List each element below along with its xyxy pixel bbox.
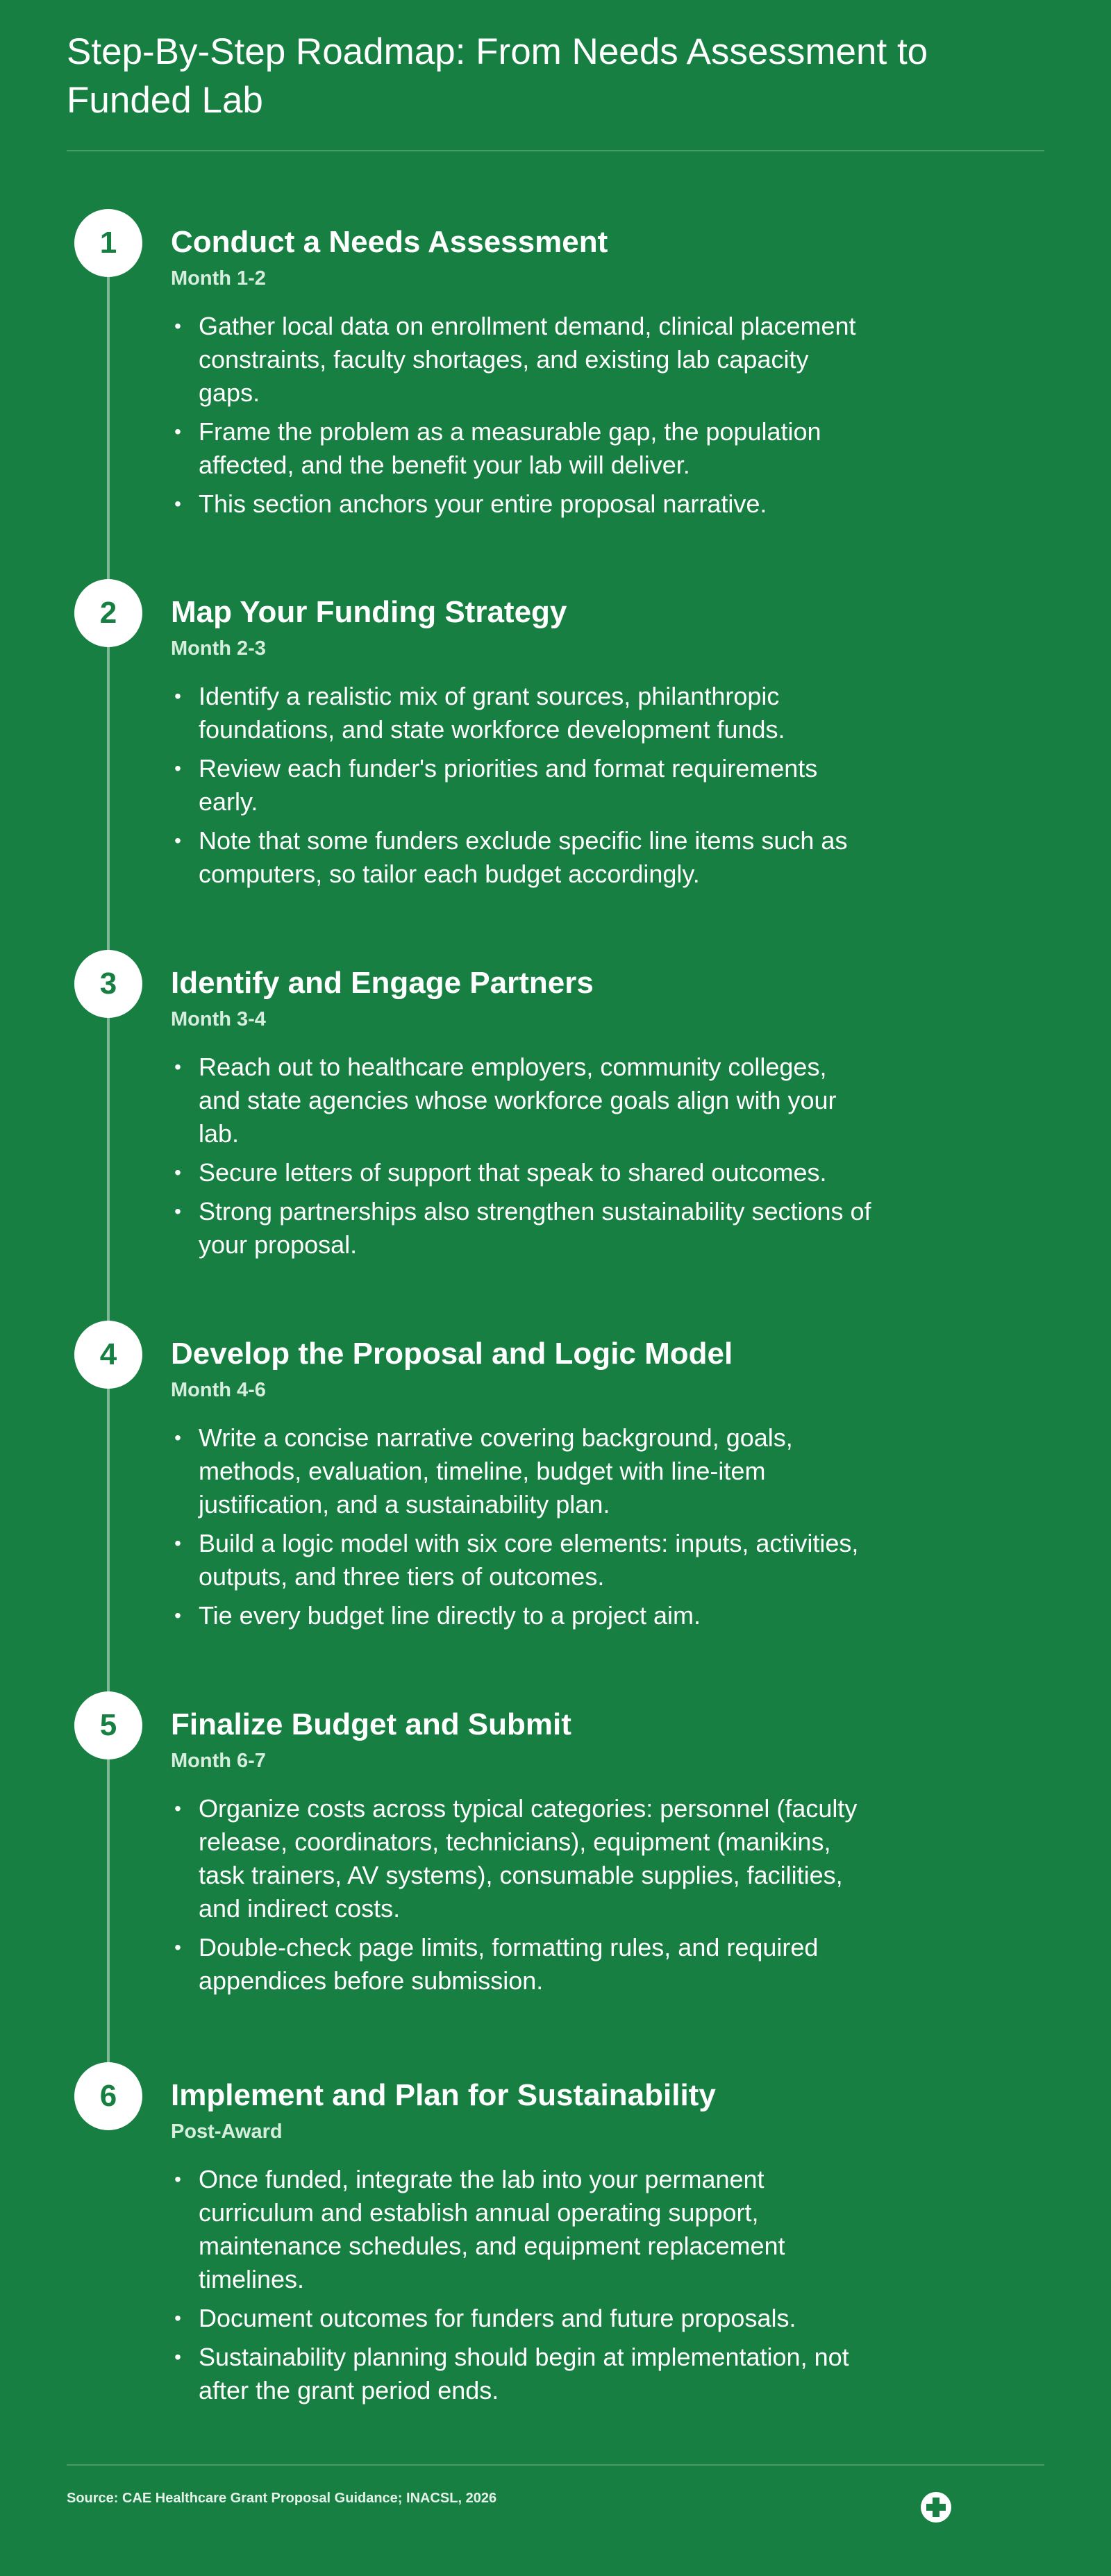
bullet-text: Frame the problem as a measurable gap, the population affected, and the benefit your lab will deliver.	[199, 417, 821, 479]
step-bullet-list	[171, 1792, 872, 2003]
bullet-text: Double-check page limits, formatting rules, and required appendices before submission.	[199, 1933, 819, 1995]
step-title: Conduct a Needs Assessment	[171, 225, 608, 259]
bullet-dot-icon: •	[174, 1798, 181, 1819]
bullet-text: Strong partnerships also strengthen sustainability sections of your proposal.	[199, 1197, 871, 1259]
medical-cross-icon	[921, 2492, 951, 2523]
step-bullet	[171, 487, 872, 521]
step-bullet	[171, 2302, 872, 2335]
step-bullet	[171, 1421, 872, 1521]
bullet-text: This section anchors your entire proposal narrative.	[199, 490, 767, 518]
step-bullet-list	[171, 2163, 872, 2413]
step-bullet-list	[171, 1421, 872, 1638]
bullet-dot-icon: •	[174, 315, 181, 337]
step-bullet-list	[171, 1051, 872, 1267]
step-bullet	[171, 824, 872, 891]
step-period: Month 2-3	[171, 637, 266, 660]
footer-source: Source: CAE Healthcare Grant Proposal Guidance; INACSL, 2026	[67, 2491, 497, 2506]
bullet-text: Gather local data on enrollment demand, clinical placement constraints, faculty shortages, and existing lab capacity gaps.	[199, 312, 856, 407]
bullet-dot-icon: •	[174, 1937, 181, 1958]
step-bullet	[171, 1599, 872, 1632]
bullet-text: Organize costs across typical categories: personnel (faculty release, coordinators, technicians), equipment (manikins, task trainers, AV systems), consumable supplies, facilities, and indirect costs.	[199, 1794, 858, 1923]
bullet-dot-icon: •	[174, 2168, 181, 2190]
step-bullet	[171, 680, 872, 746]
title-divider	[67, 150, 1044, 151]
bullet-dot-icon: •	[174, 1201, 181, 1222]
step-bullet	[171, 752, 872, 819]
bullet-text: Once funded, integrate the lab into your permanent curriculum and establish annual operating support, maintenance schedules, and equipment replacement timelines.	[199, 2165, 785, 2293]
step-bullet-list	[171, 310, 872, 526]
bullet-text: Reach out to healthcare employers, community colleges, and state agencies whose workforce goals align with your lab.	[199, 1053, 837, 1148]
step-number-badge: 1	[74, 209, 142, 277]
cross-horizontal-bar	[926, 2504, 946, 2511]
bullet-dot-icon: •	[174, 1056, 181, 1078]
step-period: Month 6-7	[171, 1750, 266, 1772]
step-number-badge: 6	[74, 2062, 142, 2130]
bullet-text: Sustainability planning should begin at implementation, not after the grant period ends.	[199, 2343, 849, 2404]
step-title: Implement and Plan for Sustainability	[171, 2078, 716, 2112]
bullet-dot-icon: •	[174, 2346, 181, 2368]
bullet-dot-icon: •	[174, 830, 181, 851]
bullet-text: Review each funder's priorities and format requirements early.	[199, 754, 818, 816]
timeline-line	[107, 271, 110, 2097]
bullet-dot-icon: •	[174, 1162, 181, 1183]
bullet-text: Document outcomes for funders and future proposals.	[199, 2304, 796, 2332]
step-bullet	[171, 1931, 872, 1998]
step-bullet	[171, 1156, 872, 1189]
step-bullet-list	[171, 680, 872, 896]
bullet-text: Secure letters of support that speak to shared outcomes.	[199, 1158, 827, 1187]
bullet-dot-icon: •	[174, 1532, 181, 1554]
step-bullet	[171, 415, 872, 482]
step-period: Month 1-2	[171, 267, 266, 290]
page-title: Step-By-Step Roadmap: From Needs Assessment to Funded Lab	[67, 31, 928, 121]
step-title: Develop the Proposal and Logic Model	[171, 1337, 733, 1371]
step-bullet	[171, 1051, 872, 1151]
step-bullet	[171, 1792, 872, 1925]
step-period: Post-Award	[171, 2121, 283, 2143]
bullet-text: Build a logic model with six core elements: inputs, activities, outputs, and three tiers of outcomes.	[199, 1529, 859, 1591]
bullet-text: Tie every budget line directly to a project aim.	[199, 1601, 701, 1630]
bullet-dot-icon: •	[174, 493, 181, 515]
bullet-dot-icon: •	[174, 685, 181, 707]
bullet-dot-icon: •	[174, 758, 181, 779]
step-number-badge: 3	[74, 950, 142, 1018]
step-title: Finalize Budget and Submit	[171, 1707, 571, 1741]
bullet-dot-icon: •	[174, 2307, 181, 2329]
step-period: Month 3-4	[171, 1008, 266, 1030]
step-bullet	[171, 1527, 872, 1594]
step-number-badge: 5	[74, 1691, 142, 1759]
bullet-text: Note that some funders exclude specific line items such as computers, so tailor each budget accordingly.	[199, 826, 848, 888]
step-title: Identify and Engage Partners	[171, 966, 594, 1000]
bullet-text: Write a concise narrative covering background, goals, methods, evaluation, timeline, budget with line-item justification, and a sustainability plan.	[199, 1423, 793, 1519]
step-number-badge: 2	[74, 579, 142, 647]
step-period: Month 4-6	[171, 1379, 266, 1401]
step-number-badge: 4	[74, 1321, 142, 1389]
step-bullet	[171, 2163, 872, 2296]
bullet-dot-icon: •	[174, 1427, 181, 1448]
bullet-text: Identify a realistic mix of grant sources, philanthropic foundations, and state workforce development funds.	[199, 682, 785, 744]
footer-divider	[67, 2464, 1044, 2466]
step-bullet	[171, 310, 872, 410]
step-bullet	[171, 1195, 872, 1262]
step-title: Map Your Funding Strategy	[171, 595, 567, 629]
bullet-dot-icon: •	[174, 421, 181, 442]
step-bullet	[171, 2341, 872, 2407]
bullet-dot-icon: •	[174, 1605, 181, 1626]
